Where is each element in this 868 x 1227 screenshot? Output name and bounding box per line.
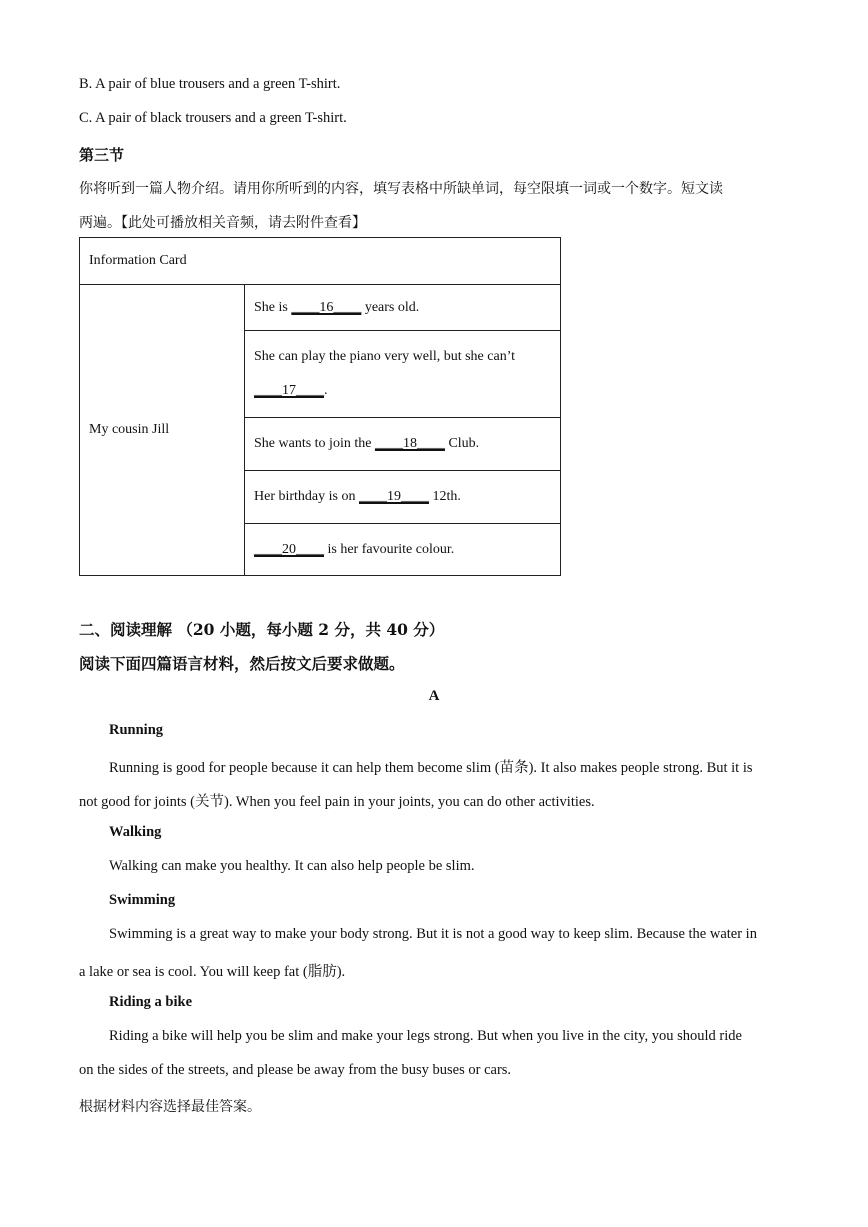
card-row-age: She is ____16____ years old. [245,285,561,331]
passage-label: A [428,688,440,704]
part-heading: 二、阅读理解 （20 小题，每小题 2 分，共 40 分） [79,620,445,639]
section-title: 第三节 [79,146,125,164]
walking-line-1: Walking can make you healthy. It can also help people be slim. [109,858,475,874]
blank-16: ____16____ [291,299,362,315]
card-row-birthday: Her birthday is on ____19____ 12th. [245,471,561,524]
blank-20: ____20____ [254,541,324,557]
card-row-club: She wants to join the ____18____ Club. [245,418,561,471]
information-card-table [79,237,561,576]
running-line-2: not good for joints (关节). When you feel pain in your joints, you can do other activities. [79,794,595,810]
card-row-ability: She can play the piano very well, but she can’t ____17____. [245,331,561,418]
swimming-line-1: Swimming is a great way to make your body strong. But it is not a good way to keep slim. Because the water in [109,926,757,942]
card-header: Information Card [80,238,561,285]
heading-riding-a-bike: Riding a bike [109,994,192,1010]
option-b: B. A pair of blue trousers and a green T-shirt. [79,76,341,92]
question-prompt: 根据材料内容选择最佳答案。 [79,1099,261,1115]
running-line-1: Running is good for people because it can help them become slim (苗条). It also makes people strong. But it is [109,760,753,776]
blank-18: ____18____ [374,436,445,451]
heading-running: Running [109,722,164,738]
part-instruction: 阅读下面四篇语言材料，然后按文后要求做题。 [79,654,405,673]
bike-line-1: Riding a bike will help you be slim and make your legs strong. But when you live in the city, you should ride [109,1028,742,1044]
section-instruction-line-2: 两遍。【此处可播放相关音频，请去附件查看】 [79,215,366,231]
heading-walking: Walking [109,824,162,840]
section-instruction-line-1: 你将听到一篇人物介绍。请用你所听到的内容，填写表格中所缺单词，每空限填一词或一个数字。短文读 [79,181,723,197]
blank-19: ____19____ [358,489,429,504]
bike-line-2: on the sides of the streets, and please be away from the busy buses or cars. [79,1062,512,1078]
card-subject: My cousin Jill [80,285,245,576]
blank-17: ____17____ [254,383,324,398]
card-row-colour: ____20____ is her favourite colour. [245,524,561,576]
heading-swimming: Swimming [109,892,176,908]
option-c: C. A pair of black trousers and a green T-shirt. [79,110,347,126]
swimming-line-2: a lake or sea is cool. You will keep fat (脂肪). [79,964,346,980]
